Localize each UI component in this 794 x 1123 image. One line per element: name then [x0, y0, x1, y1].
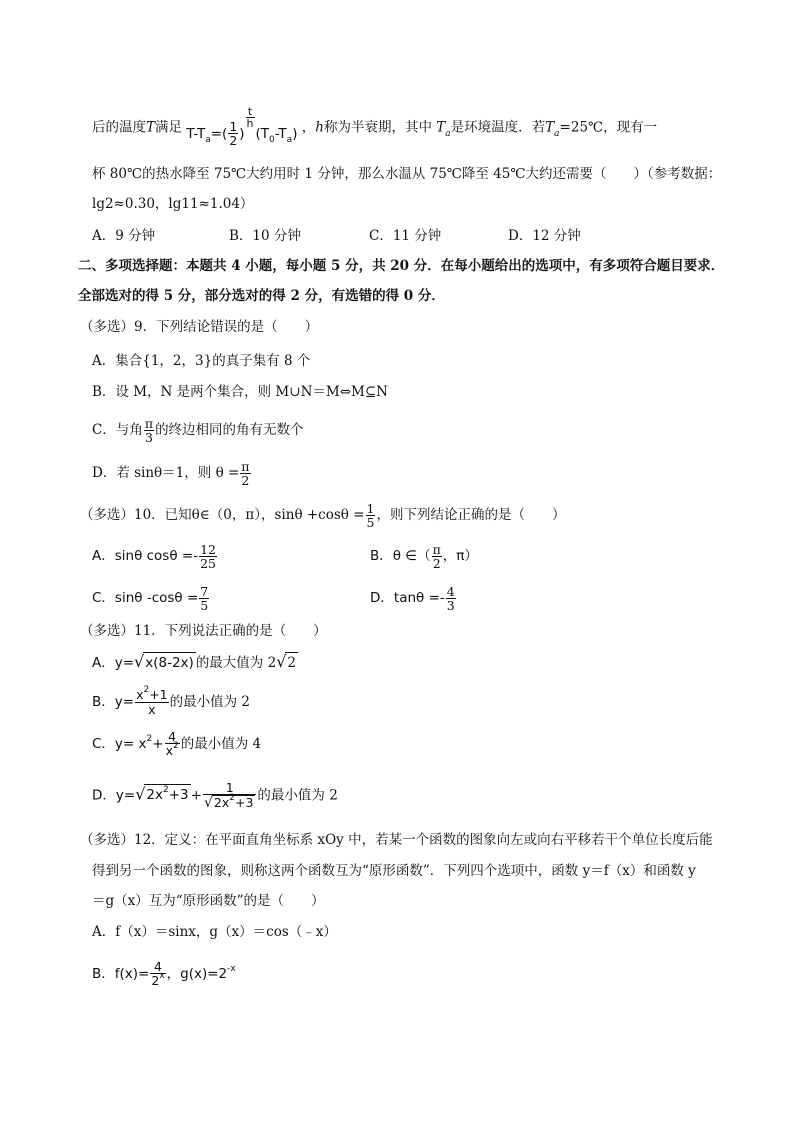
q12-line3: ＝g（x）互为“原形函数”的是（ ） [92, 893, 325, 909]
q11-stem: （多选）11．下列说法正确的是（ ） [80, 623, 327, 639]
fraction-4-3: $\frac{4}{3}$ [446, 584, 455, 614]
q12-line1: （多选）12．定义：在平面直角坐标系 xOy 中，若某一个函数的图象向左或向右平移若干个单位长度后能 [80, 832, 713, 848]
q11-option-d[interactable]: D．$y=√2x^2+3$ + $\frac{1}{√2x^2+3}$ 的最小值为 2 [92, 780, 338, 812]
q11-option-c[interactable]: C．$y= x^2+$ $\frac{4}{x^2}$ 的最小值为 4 [92, 729, 262, 759]
sqrt-icon: √ [134, 652, 145, 671]
q11-option-b[interactable]: B．y= $\frac{x^2+1}{x}$ 的最小值为 2 [92, 685, 251, 718]
section2-heading-line2: 全部选对的得 5 分，部分选对的得 2 分，有选错的得 0 分． [78, 288, 445, 304]
fraction-half: $\frac{1}{2}$ [229, 119, 238, 149]
q9-option-b[interactable]: B．设 M，N 是两个集合，则 M∪N＝M⇔M⊆N [92, 384, 388, 400]
q8-option-b[interactable]: B．10 分钟 [229, 228, 301, 244]
fraction-pi-3: $\frac{\pi}{3}$ [144, 416, 154, 446]
q10-option-a[interactable]: A．sinθ cosθ =- $\frac{12}{25}$ [92, 542, 216, 572]
sqrt-icon: √ [203, 795, 213, 812]
formula-paren: (T [255, 125, 270, 142]
q12-line2: 得到另一个函数的图象，则称这两个函数互为“原形函数”．下列四个选项中，函数 y＝f（x）和函数 y [92, 863, 696, 879]
q8-line1: 后的温度T满足 $T-T_a=$( $\frac{1}{2}$ ) $\frac{t}{h}$ $(T_0-T_a)$ ，h称为半衰期，其中 $T_a$是环境温度．若$T_a=25℃$，现有一 [92, 104, 658, 149]
fraction-1-5: $\frac{1}{5}$ [366, 501, 375, 531]
var-h: h [315, 119, 324, 136]
q8-option-c[interactable]: C．11 分钟 [369, 228, 442, 244]
q10-option-c[interactable]: C．sinθ -cosθ = $\frac{7}{5}$ [92, 584, 209, 614]
q9-stem: （多选）9．下列结论错误的是（ ） [80, 319, 319, 335]
q10-option-b[interactable]: B．θ ∈（ $\frac{\pi}{2}$ ，π） [370, 542, 478, 572]
q12-option-b[interactable]: B．f(x)= $\frac{4}{2^x}$ ，$g(x)=2^{-x}$ [92, 959, 236, 989]
sqrt-icon: √ [276, 652, 287, 671]
q10-stem: （多选）10．已知θ∈（0，π），sinθ +cosθ = $\frac{1}{5}$ ，则下列结论正确的是（ ） [80, 501, 566, 531]
fraction-x2plus1-over-x: $\frac{x^2+1}{x}$ [136, 685, 168, 718]
fraction-1-over-sqrt: $\frac{1}{√2x^2+3}$ [203, 781, 256, 811]
q8-line3: lg2≈0.30，lg11≈1.04） [92, 196, 254, 212]
sqrt-icon: √ [135, 784, 146, 804]
fraction-pi-2: $\frac{\pi}{2}$ [241, 459, 250, 489]
fraction-12-25: $\frac{12}{25}$ [200, 542, 216, 572]
fraction-4-over-2x: $\frac{4}{2^x}$ [151, 959, 165, 989]
section2-heading-line1: 二、多项选择题：本题共 4 小题，每小题 5 分，共 20 分．在每小题给出的选项中，有多项符合题目要求． [78, 258, 725, 274]
q9-option-d[interactable]: D．若 sinθ＝1，则 θ = $\frac{\pi}{2}$ [92, 459, 250, 489]
q8-text: 满足 [155, 119, 183, 136]
sub-a: a [205, 134, 211, 145]
equals: = [210, 125, 223, 142]
exponent-t-over-h: $\frac{t}{h}$ [246, 104, 254, 131]
q8-option-a[interactable]: A．9 分钟 [92, 228, 156, 244]
formula-lhs: T-T [186, 125, 206, 142]
q9-option-c[interactable]: C．与角 $\frac{\pi}{3}$ 的终边相同的角有无数个 [92, 416, 304, 446]
fraction-4-over-x2: $\frac{4}{x^2}$ [165, 729, 179, 759]
q8-text: 后的温度 [92, 119, 146, 136]
formula: $T-T_a=$( $\frac{1}{2}$ ) $\frac{t}{h}$ $(T_0-T_a)$ [186, 104, 298, 149]
fraction-pi-2: $\frac{\pi}{2}$ [432, 542, 441, 572]
q8-option-d[interactable]: D．12 分钟 [508, 228, 581, 244]
q12-option-a[interactable]: A．f（x）＝sinx，g（x）＝cos（﹣x） [92, 924, 337, 940]
var-T: T [146, 119, 156, 136]
q8-line2: 杯 80℃的热水降至 75℃大约用时 1 分钟，那么水温从 75℃降至 45℃大约还需要（ ）（参考数据： [92, 166, 722, 182]
fraction-7-5: $\frac{7}{5}$ [200, 584, 209, 614]
q9-option-a[interactable]: A．集合{1，2，3}的真子集有 8 个 [92, 353, 311, 369]
q10-option-d[interactable]: D．tanθ =- $\frac{4}{3}$ [370, 584, 455, 614]
q11-option-a[interactable]: A．y=√x(8-2x) 的最大值为 2√2 [92, 652, 296, 671]
